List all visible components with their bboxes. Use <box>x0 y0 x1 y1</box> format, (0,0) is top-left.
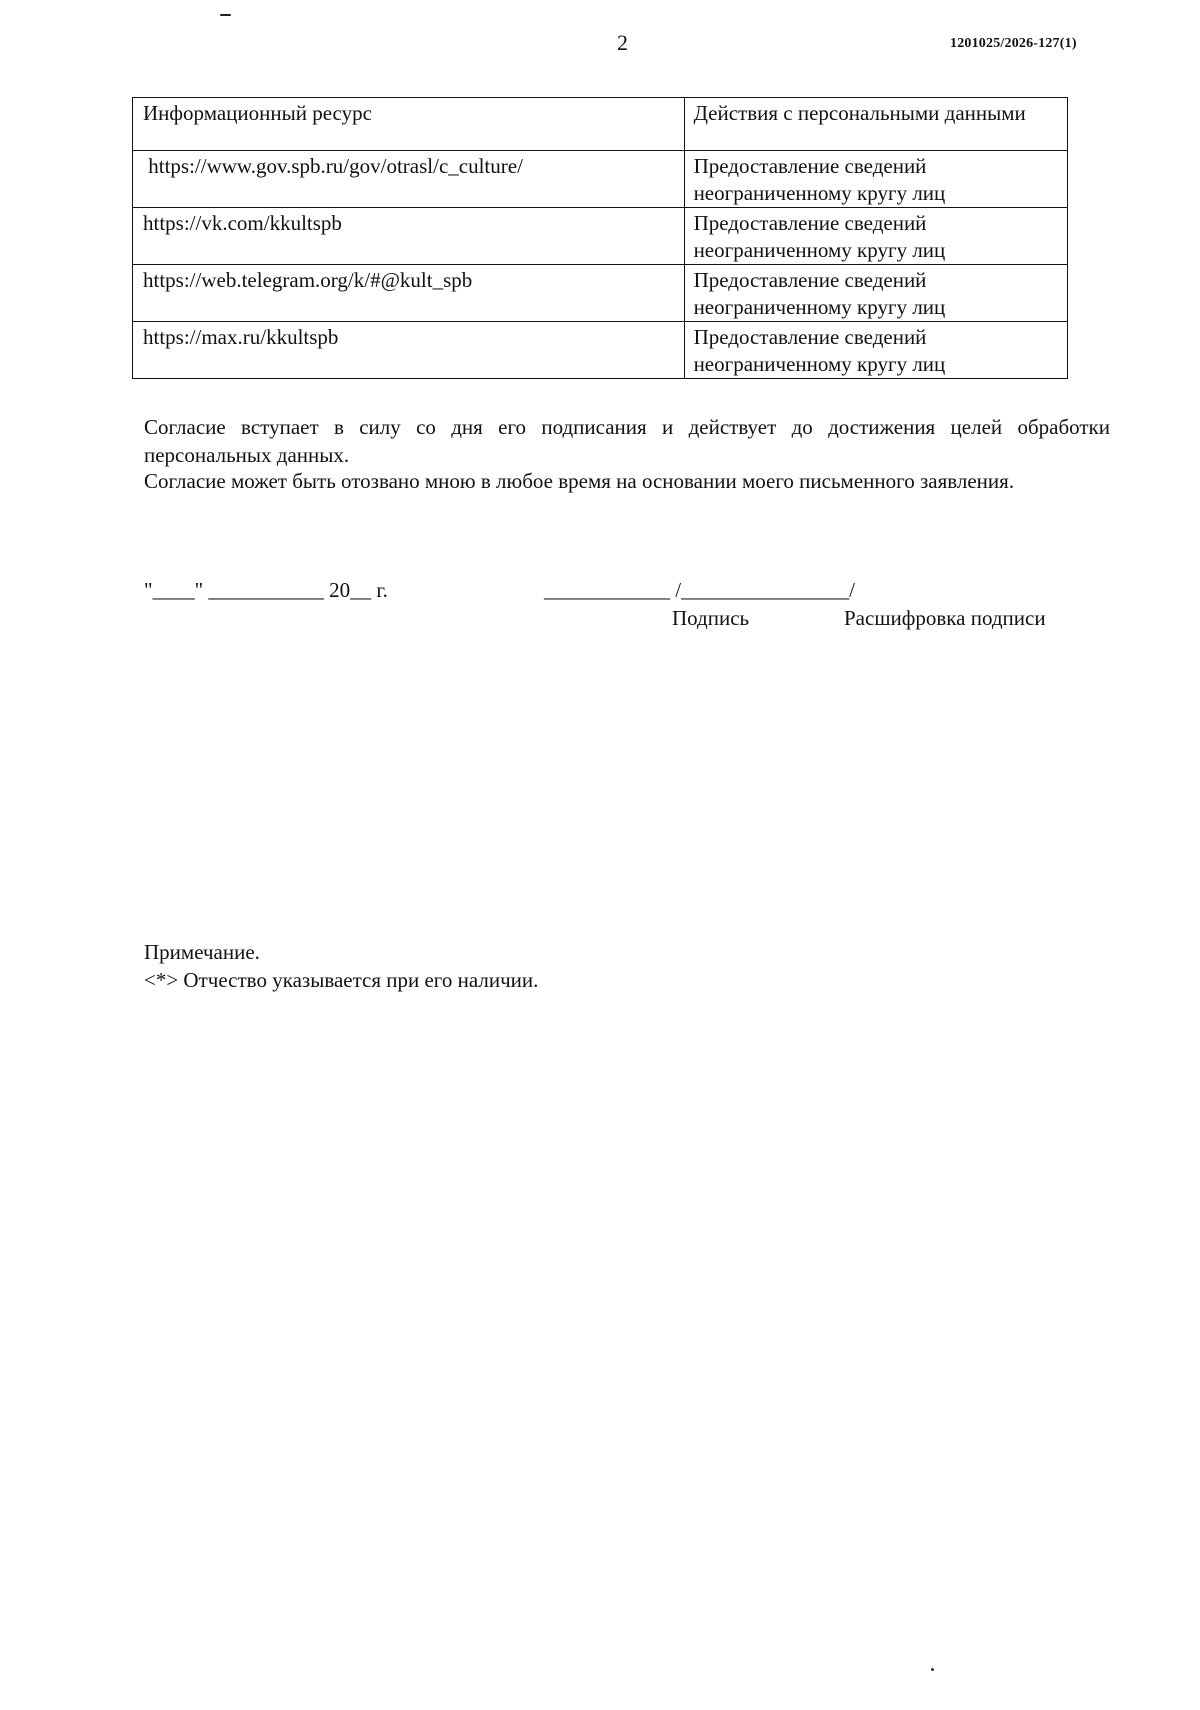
scan-dot <box>931 1668 934 1671</box>
action-cell: Предоставление сведений неограниченному кругу лиц <box>684 265 1067 322</box>
signature-block <box>144 578 1094 638</box>
resources-table <box>132 97 1068 379</box>
action-cell: Предоставление сведений неограниченному кругу лиц <box>684 208 1067 265</box>
table-row <box>133 151 1068 208</box>
table-header-row <box>133 98 1068 151</box>
resource-cell: https://vk.com/kkultspb <box>133 208 685 265</box>
table-row <box>133 265 1068 322</box>
consent-validity-paragraph: Согласие вступает в силу со дня его подписания и действует до достижения целей обработки персональных данных. <box>144 415 1110 467</box>
signature-line: ____________ /________________/ <box>544 578 855 602</box>
signature-label: Подпись <box>672 606 750 630</box>
resource-cell: https://web.telegram.org/k/#@kult_spb <box>133 265 685 322</box>
action-cell: Предоставление сведений неограниченному кругу лиц <box>684 322 1067 379</box>
header-action: Действия с персональными данными <box>684 98 1067 151</box>
header-resource: Информационный ресурс <box>133 98 685 151</box>
resource-cell: https://max.ru/kkultspb <box>133 322 685 379</box>
scan-mark <box>220 14 231 16</box>
note-text: <*> Отчество указывается при его наличии. <box>144 968 539 992</box>
note-title: Примечание. <box>144 940 260 964</box>
document-id: 1201025/2026-127(1) <box>950 36 1077 51</box>
signature-decoding-label: Расшифровка подписи <box>844 606 1046 630</box>
resource-cell: https://www.gov.spb.ru/gov/otrasl/c_culture/ <box>133 151 685 208</box>
page-number: 2 <box>617 30 628 55</box>
date-line: "____" ___________ 20__ г. <box>144 578 388 602</box>
consent-revocation-paragraph: Согласие может быть отозвано мною в любое время на основании моего письменного заявления. <box>144 469 1015 493</box>
action-cell: Предоставление сведений неограниченному кругу лиц <box>684 151 1067 208</box>
table-row <box>133 322 1068 379</box>
table-row <box>133 208 1068 265</box>
